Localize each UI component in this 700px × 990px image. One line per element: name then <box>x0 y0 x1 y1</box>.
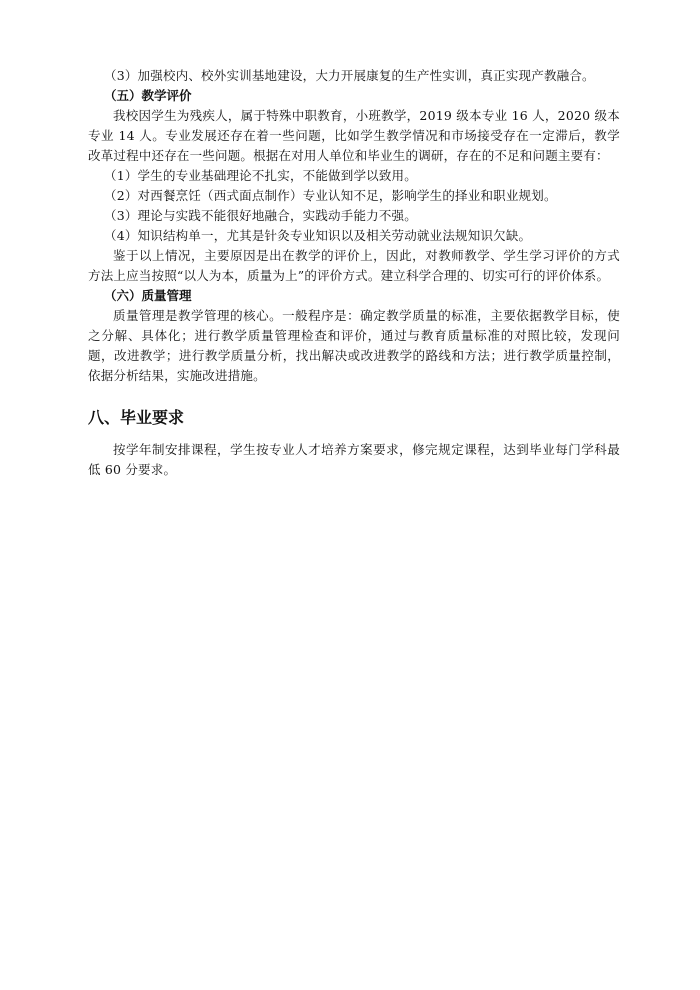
paragraph-evaluation-intro: 我校因学生为残疾人，属于特殊中职教育，小班教学，2019 级本专业 16 人，2020 级本专业 14 人。专业发展还存在着一些问题，比如学生教学情况和市场接受存在一定滞后，教学改革过程中还存在一些问题。根据在对用人单位和毕业生的调研，存在的不足和问题主要有： <box>88 108 620 163</box>
paragraph-graduation-requirements: 按学年制安排课程，学生按专业人才培养方案要求，修完规定课程，达到毕业每门学科最低 60 分要求。 <box>88 442 620 477</box>
paragraph-evaluation-conclusion: 鉴于以上情况，主要原因是出在教学的评价上，因此，对教师教学、学生学习评价的方式方法上应当按照“以人为本，质量为上”的评价方式。建立科学合理的、切实可行的评价体系。 <box>88 248 620 283</box>
list-item: （2）对西餐烹饪（西式面点制作）专业认知不足，影响学生的择业和职业规划。 <box>104 188 557 203</box>
list-item: （4）知识结构单一，尤其是针灸专业知识以及相关劳动就业法规知识欠缺。 <box>104 228 532 243</box>
subheading-quality-management: （六）质量管理 <box>104 288 192 303</box>
list-item: （1）学生的专业基础理论不扎实，不能做到学以致用。 <box>104 168 417 183</box>
list-item: （3）理论与实践不能很好地融合，实践动手能力不强。 <box>104 208 417 223</box>
subheading-teaching-evaluation: （五）教学评价 <box>104 88 192 103</box>
paragraph-item-3-training-base: （3）加强校内、校外实训基地建设，大力开展康复的生产性实训，真正实现产教融合。 <box>104 68 595 83</box>
paragraph-quality-management: 质量管理是教学管理的核心。一般程序是：确定教学质量的标准，主要依据教学目标，使之分解、具体化；进行教学质量管理检查和评价，通过与教育质量标准的对照比较，发现问题，改进教学；进行教学质量分析，找出解决或改进教学的路线和方法；进行教学质量控制，依据分析结果，实施改进措施。 <box>88 308 620 383</box>
document-page <box>88 66 620 480</box>
chapter-title-graduation-requirements: 八、毕业要求 <box>88 408 185 427</box>
